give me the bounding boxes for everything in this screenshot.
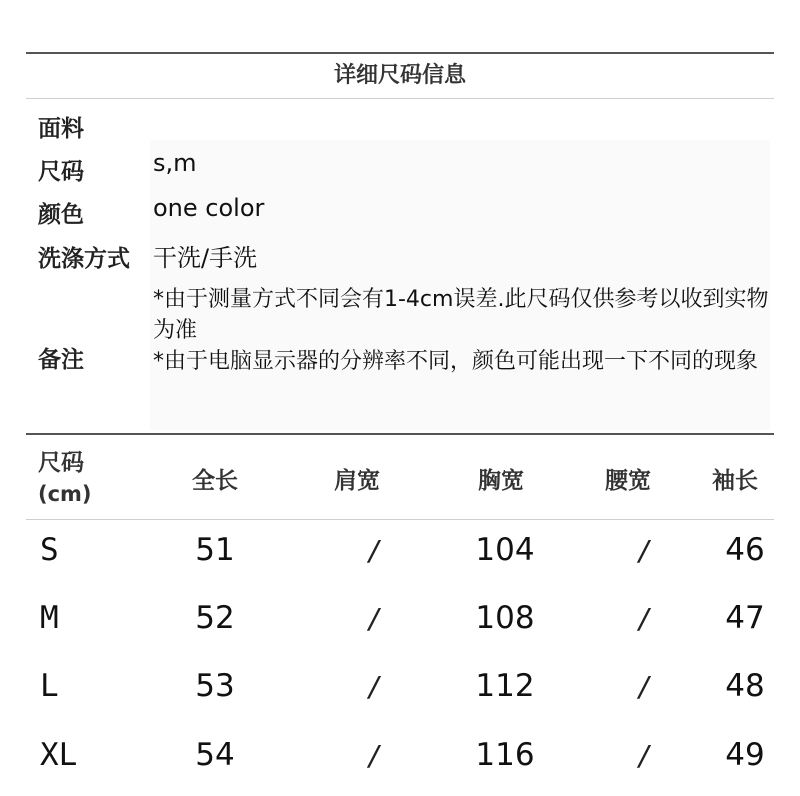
- table-top-divider: [26, 433, 774, 435]
- cell-shoulder: /: [366, 739, 384, 772]
- info-value-washing: 干洗/手洗: [153, 244, 258, 272]
- remark-line: *由于测量方式不同会有1-4cm误差.此尺码仅供参考以收到实物为准: [153, 287, 769, 343]
- cell-waist: /: [636, 739, 654, 772]
- cell-waist: /: [636, 670, 654, 703]
- column-header-chest: 胸宽: [478, 468, 524, 494]
- remark-line: *由于电脑显示器的分辨率不同，颜色可能出现一下不同的现象: [153, 349, 759, 374]
- cell-waist: /: [636, 602, 654, 635]
- remark-notes: [153, 284, 783, 377]
- cell-length: 53: [195, 668, 235, 704]
- page-title: 详细尺码信息: [333, 63, 466, 88]
- cell-sleeve: 47: [725, 600, 765, 636]
- size-header: 尺码: [38, 450, 84, 476]
- column-header-shoulder: 肩宽: [334, 468, 380, 494]
- cell-length: 52: [195, 600, 235, 636]
- size-label-s: S: [40, 532, 59, 568]
- cell-length: 51: [195, 532, 235, 568]
- cell-chest: 108: [475, 600, 535, 636]
- column-header-length: 全长: [192, 468, 238, 494]
- info-label-color: 颜色: [38, 202, 84, 228]
- cell-waist: /: [636, 534, 654, 567]
- cell-sleeve: 49: [725, 737, 765, 773]
- remark-label: 备注: [38, 347, 84, 373]
- info-value-color: one color: [153, 194, 265, 222]
- column-header-sleeve: 袖长: [712, 468, 758, 494]
- cell-sleeve: 46: [725, 532, 765, 568]
- info-label-size: 尺码: [38, 159, 84, 185]
- size-label-m: M: [40, 600, 59, 636]
- cell-shoulder: /: [366, 670, 384, 703]
- info-label-washing: 洗涤方式: [38, 246, 130, 272]
- cell-chest: 104: [475, 532, 535, 568]
- cell-shoulder: /: [366, 602, 384, 635]
- info-label-fabric: 面料: [38, 116, 84, 142]
- cell-length: 54: [195, 737, 235, 773]
- size-label-xl: XL: [40, 737, 78, 773]
- size-label-l: L: [40, 668, 59, 704]
- cell-shoulder: /: [366, 534, 384, 567]
- info-value-size: s,m: [153, 149, 197, 177]
- unit-header: (cm): [38, 482, 92, 506]
- title-divider: [26, 98, 774, 99]
- cell-chest: 112: [475, 668, 535, 704]
- column-header-waist: 腰宽: [605, 468, 651, 494]
- top-divider: [26, 52, 774, 54]
- table-header-divider: [26, 519, 774, 520]
- cell-chest: 116: [475, 737, 535, 773]
- cell-sleeve: 48: [725, 668, 765, 704]
